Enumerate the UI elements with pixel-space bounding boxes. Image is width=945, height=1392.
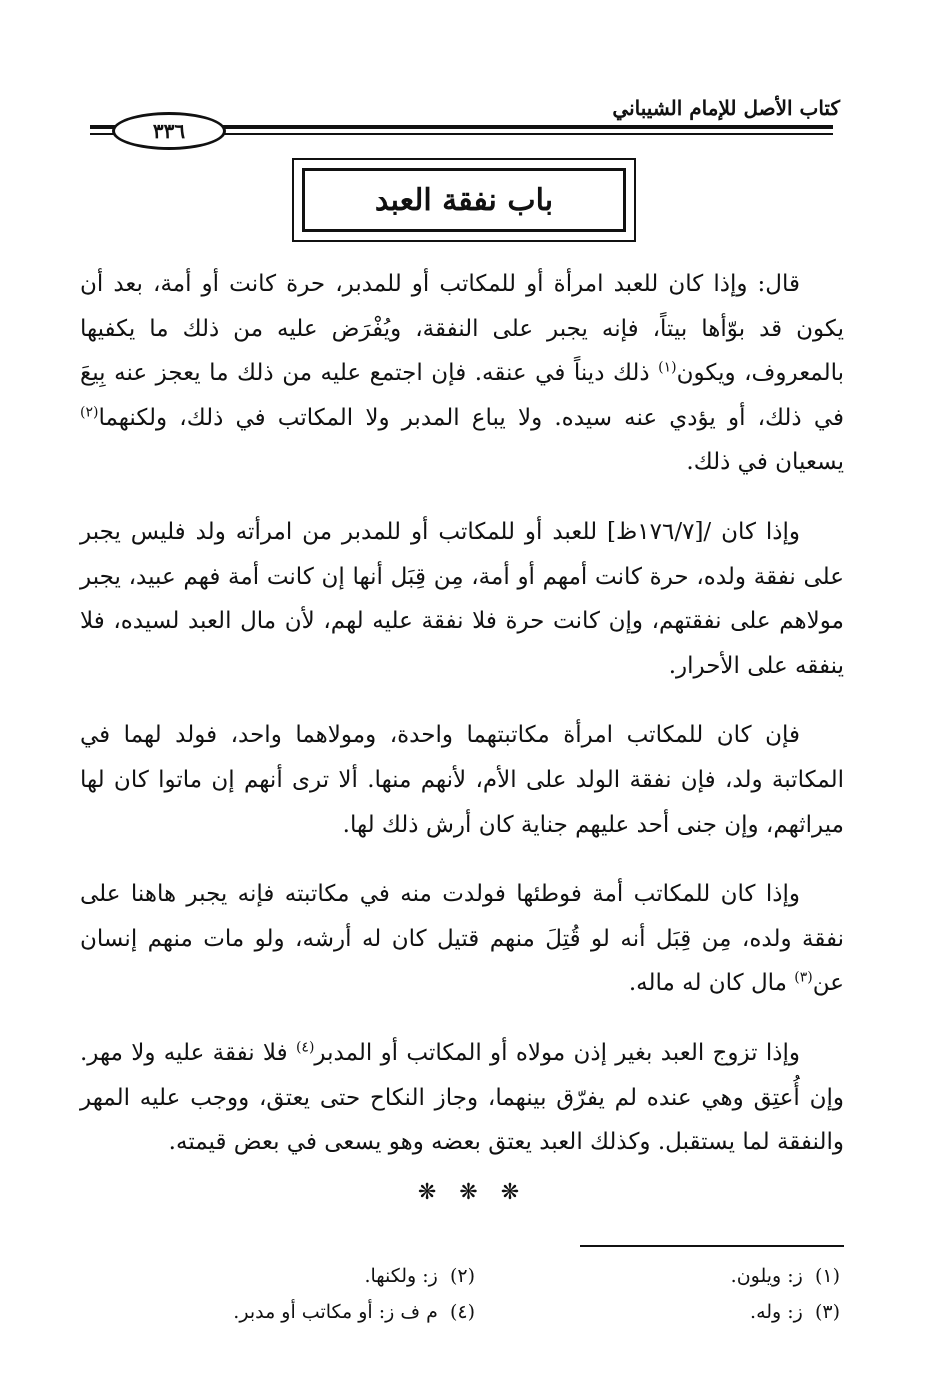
footnote-text: ز: وله. xyxy=(750,1301,803,1323)
footnote-number: (١) xyxy=(814,1265,840,1287)
footnotes xyxy=(110,1258,840,1330)
footnote-number: (٢) xyxy=(449,1265,475,1287)
footnote-1 xyxy=(475,1258,840,1294)
footnote-row xyxy=(110,1294,840,1330)
paragraph-text: قال: وإذا كان للعبد امرأة أو للمكاتب أو للمدبر، حرة كانت أو أمة، بعد أن يكون قد بوّأها بيتاً، فإنه يجبر على النفقة، ويُفْرَض عليه من ذلك ما يكفيها بالمعروف، ويكون xyxy=(80,271,845,387)
paragraph-text: وإذا كان /[١٧٦/٧ظ] للعبد أو للمكاتب أو للمدبر من امرأته ولد فليس يجبر على نفقة ولده، حرة كانت أمهم أو أمة، مِن قِبَل أنها إن كانت أمة فهم عبيد، يجبر مولاهم على نفقتهم، وإن كانت حرة فلا نفقة عليه لهم، لأن مال العبد لسيده، فلا ينفقه على الأحرار. xyxy=(80,518,844,679)
chapter-title-frame xyxy=(292,158,636,242)
paragraph-text: فلا نفقة عليه ولا مهر. وإن أُعتِق وهي عنده لم يفرّق بينهما، وجاز النكاح حتى يعتق، ووجب عليه المهر والنفقة لما يستقبل. وكذلك العبد يعتق بعضه وهو يسعى في بعض قيمته. xyxy=(80,1039,844,1156)
footnote-marker: (٤) xyxy=(295,1039,315,1056)
paragraph-text: وإذا تزوج العبد بغير إذن مولاه أو المكاتب أو المدبر xyxy=(314,1039,800,1066)
section-separator: ❋ ❋ ❋ xyxy=(417,1180,528,1205)
chapter-title: باب نفقة العبد xyxy=(374,182,554,218)
footnote-3 xyxy=(475,1294,840,1330)
paragraph-text: مال كان له ماله. xyxy=(628,970,787,997)
paragraph-4 xyxy=(80,872,844,1006)
paragraph-3 xyxy=(80,713,844,847)
page-number-badge xyxy=(112,112,226,150)
paragraph-5 xyxy=(80,1031,844,1165)
page-header xyxy=(0,0,945,160)
body-text xyxy=(80,262,844,1190)
footnote-marker: (٣) xyxy=(794,969,813,986)
paragraph-text: فإن كان للمكاتب امرأة مكاتبتهما واحدة، ومولاهما واحد، فولد لهما في المكاتبة ولد، فإن نفقة الولد على الأم، لأنهم منها. ألا ترى أنهم إن ماتوا كان لها ميراثهم، وإن جنى أحد عليهم جناية كان أرش ذلك لها. xyxy=(80,722,844,838)
footnote-marker: (١) xyxy=(658,359,677,376)
footnote-row xyxy=(110,1258,840,1294)
paragraph-text: وإذا كان للمكاتب أمة فوطئها فولدت منه في مكاتبته فإنه يجبر هاهنا على نفقة ولده، مِن قِبَل أنه لو قُتِلَ منهم قتيل كان له أرشه، ولو مات منهم إنسان عن xyxy=(80,881,844,997)
paragraph-1 xyxy=(80,262,844,485)
chapter-title-inner-frame xyxy=(302,168,626,232)
paragraph-text: يسعيان في ذلك. xyxy=(686,449,844,476)
footnote-text: م ف ز: أو مكاتب أو مدبر. xyxy=(233,1301,438,1323)
footnote-number: (٤) xyxy=(449,1301,475,1323)
page-number: ٣٣٦ xyxy=(152,119,186,143)
book-title: كتاب الأصل للإمام الشيباني xyxy=(612,96,840,120)
footnote-text: ز: ولكنها. xyxy=(364,1265,438,1287)
footnote-4 xyxy=(110,1294,475,1330)
footnote-2 xyxy=(110,1258,475,1294)
paragraph-text: ذلك ديناً في عنقه. فإن اجتمع عليه من ذلك ما يعجز عنه بِيعَ في ذلك، أو يؤدي عنه سيده. ولا يباع المدبر ولا المكاتب في ذلك، ولكنهما xyxy=(80,360,844,431)
footnote-text: ز: ويلون. xyxy=(730,1265,803,1287)
footnote-number: (٣) xyxy=(814,1301,840,1323)
footnote-rule xyxy=(580,1245,844,1247)
footnote-marker: (٢) xyxy=(80,404,99,421)
paragraph-2 xyxy=(80,510,844,688)
